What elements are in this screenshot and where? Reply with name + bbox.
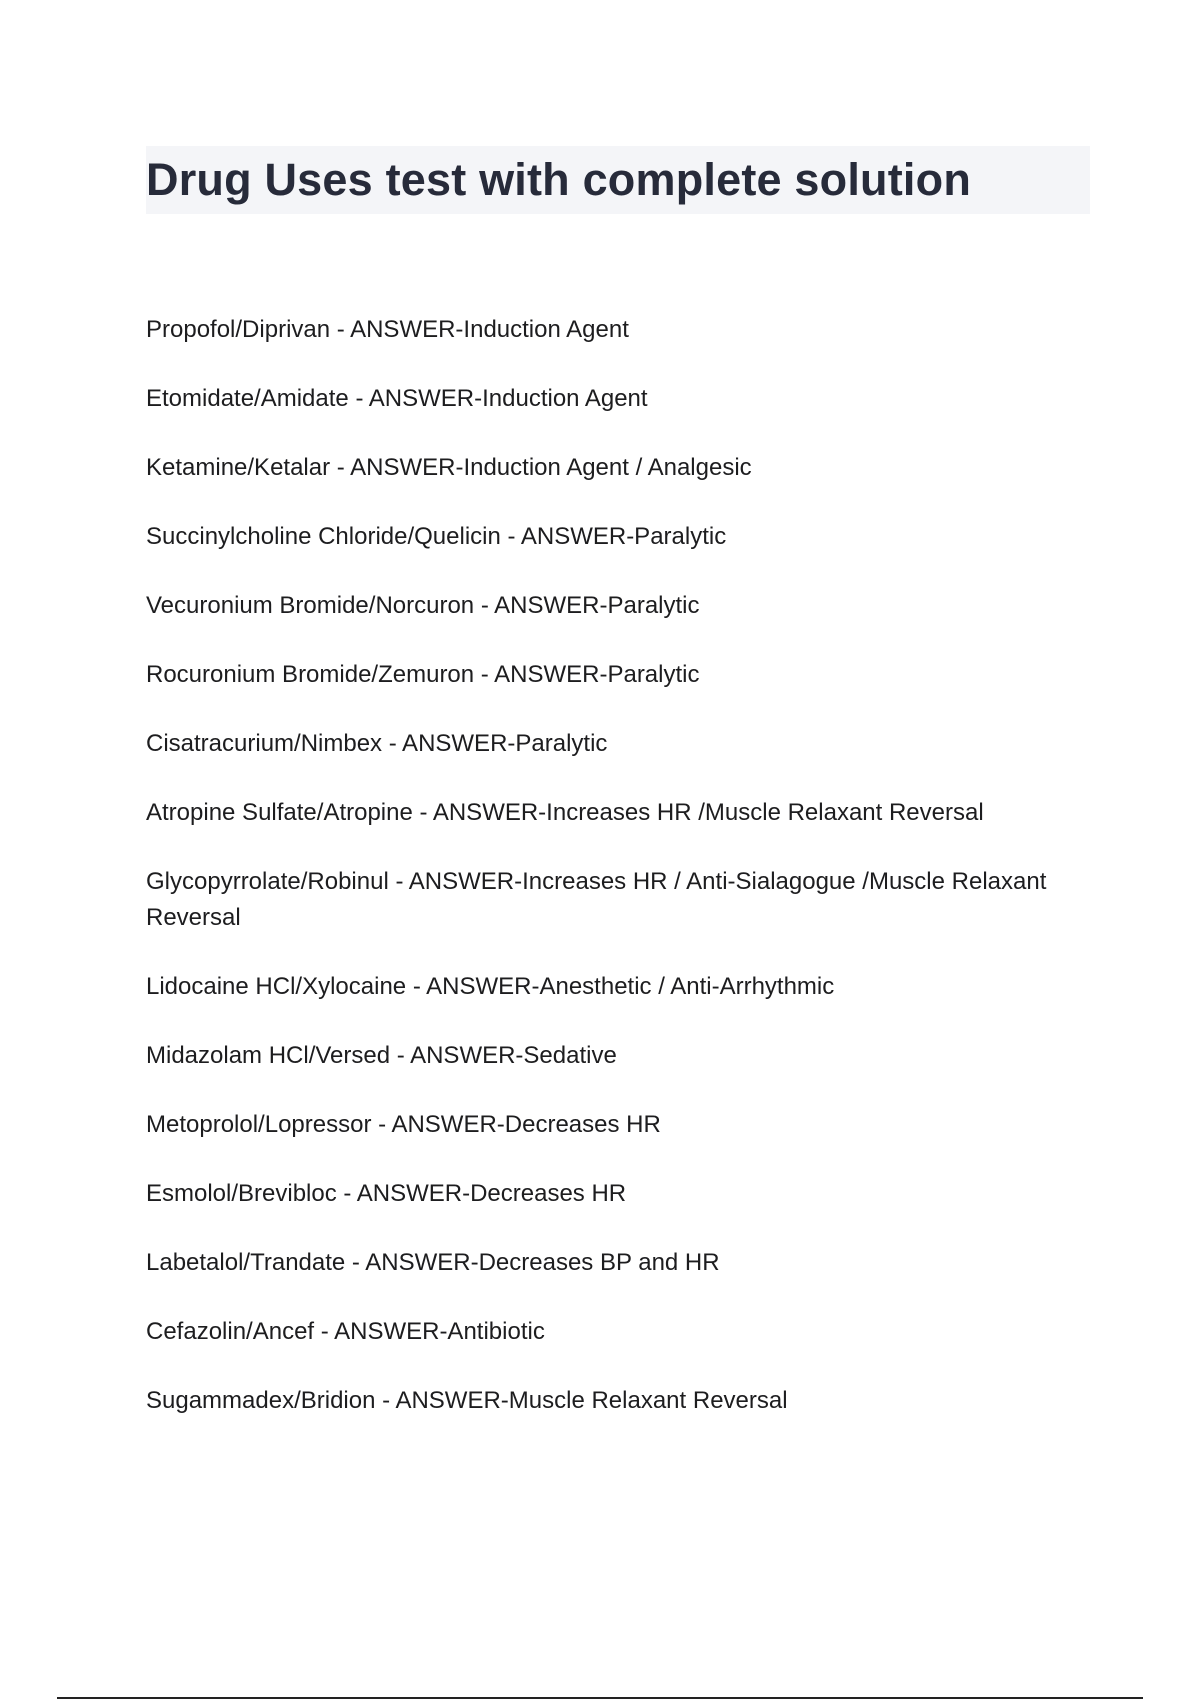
list-item: Metoprolol/Lopressor - ANSWER-Decreases HR <box>146 1111 661 1138</box>
list-item: Succinylcholine Chloride/Quelicin - ANSWER-Paralytic <box>146 523 727 550</box>
list-item: Lidocaine HCl/Xylocaine - ANSWER-Anesthetic / Anti-Arrhythmic <box>146 973 835 1000</box>
list-item: Cisatracurium/Nimbex - ANSWER-Paralytic <box>146 730 608 757</box>
page-title: Drug Uses test with complete solution <box>146 154 972 205</box>
list-item: Sugammadex/Bridion - ANSWER-Muscle Relaxant Reversal <box>146 1387 788 1414</box>
list-item: Midazolam HCl/Versed - ANSWER-Sedative <box>146 1042 617 1069</box>
list-item: Glycopyrrolate/Robinul - ANSWER-Increases HR / Anti-Sialagogue /Muscle Relaxant Reversal <box>146 868 1047 931</box>
list-item: Vecuronium Bromide/Norcuron - ANSWER-Paralytic <box>146 592 700 619</box>
list-item: Etomidate/Amidate - ANSWER-Induction Agent <box>146 385 648 412</box>
list-item: Rocuronium Bromide/Zemuron - ANSWER-Paralytic <box>146 661 700 688</box>
list-item: Cefazolin/Ancef - ANSWER-Antibiotic <box>146 1318 545 1345</box>
footer-divider <box>57 1697 1143 1699</box>
list-item: Ketamine/Ketalar - ANSWER-Induction Agent / Analgesic <box>146 454 752 481</box>
list-item: Propofol/Diprivan - ANSWER-Induction Agent <box>146 316 629 343</box>
qa-list <box>146 312 1090 1452</box>
list-item: Esmolol/Brevibloc - ANSWER-Decreases HR <box>146 1180 627 1207</box>
title-banner <box>146 146 1090 214</box>
list-item: Atropine Sulfate/Atropine - ANSWER-Increases HR /Muscle Relaxant Reversal <box>146 799 984 826</box>
list-item: Labetalol/Trandate - ANSWER-Decreases BP and HR <box>146 1249 720 1276</box>
